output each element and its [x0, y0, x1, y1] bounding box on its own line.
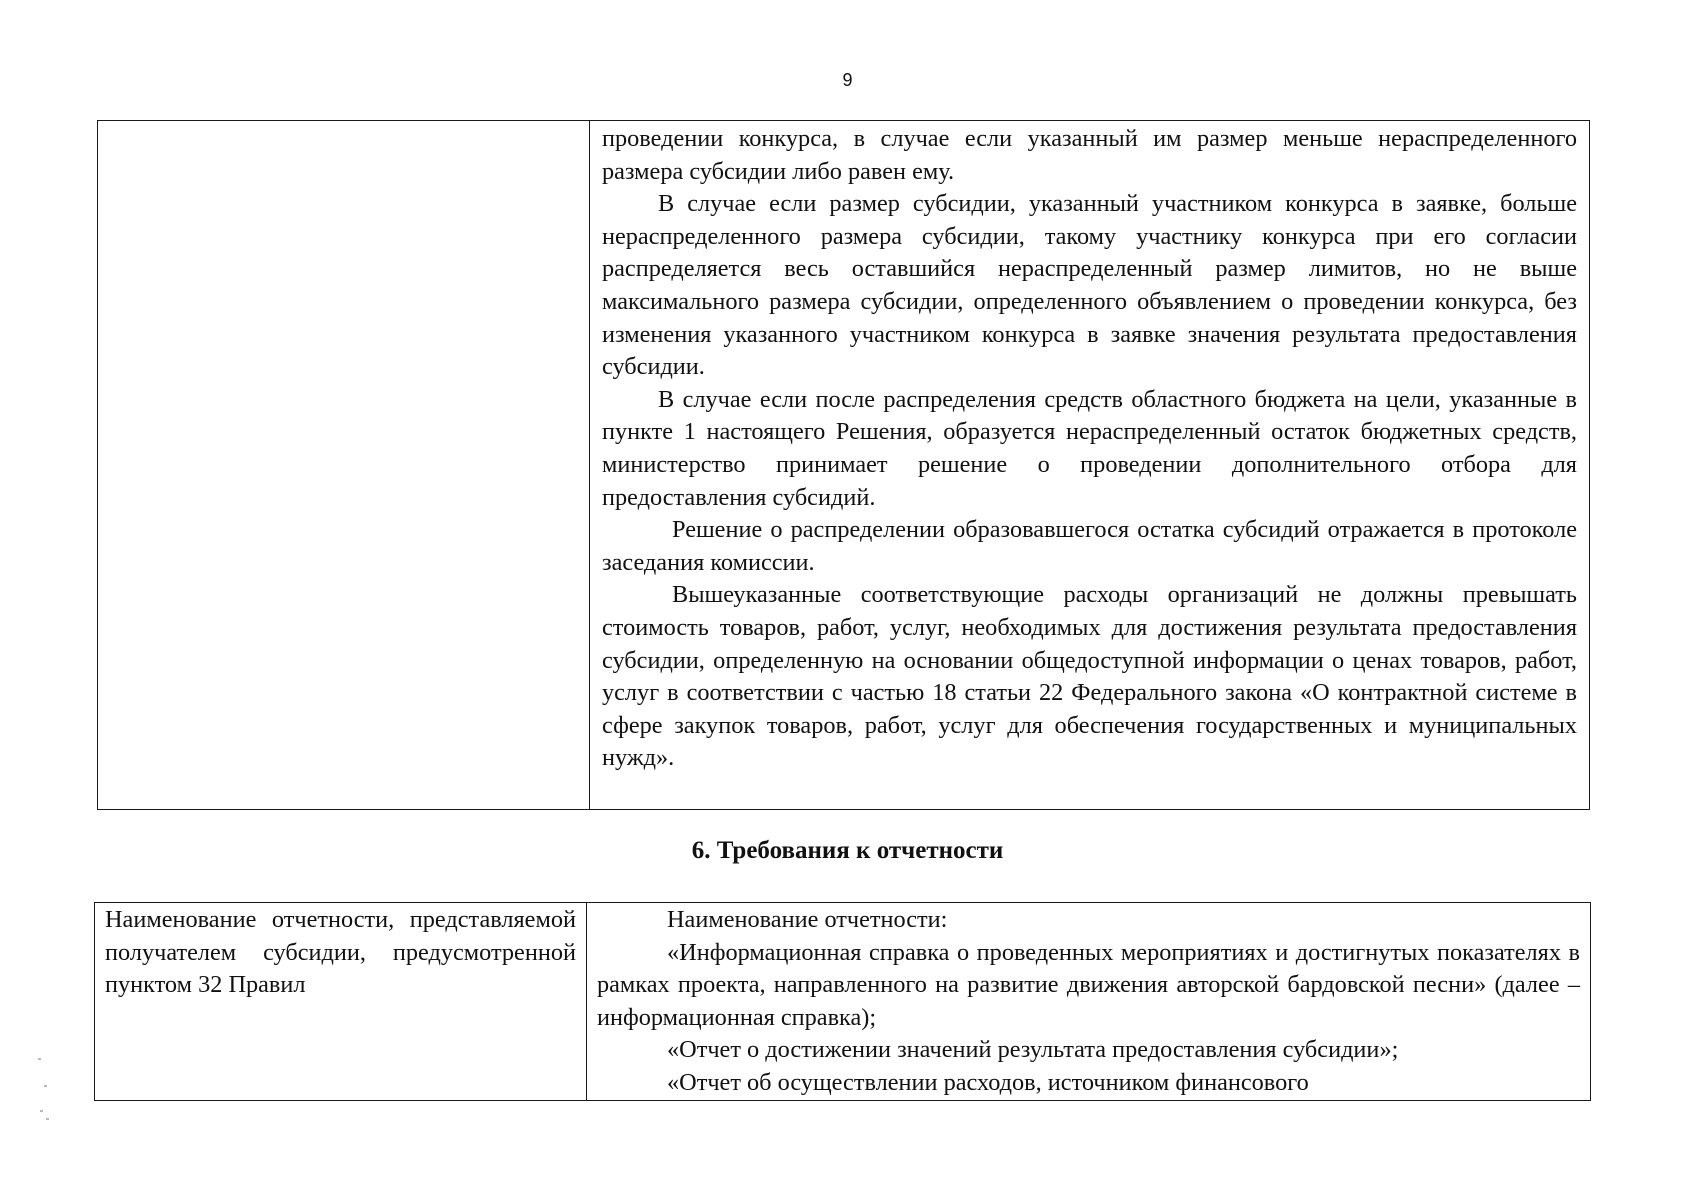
paragraph: «Информационная справка о проведенных мероприятиях и достигнутых показателях в рамках проекта, направленного на развитие движения авторской бардовской песни» (далее – информационная справка); — [597, 938, 1580, 1031]
scan-speck — [40, 1110, 43, 1112]
scan-speck — [46, 1118, 49, 1120]
table-cell-text — [587, 903, 1591, 1101]
paragraph: Решение о распределении образовавшегося остатка субсидий отражается в протоколе заседания комиссии. — [602, 516, 1577, 576]
paragraph: Наименование отчетности: — [667, 906, 948, 933]
scan-speck — [38, 1058, 41, 1060]
table-cell-text — [590, 121, 1590, 810]
paragraph: В случае если размер субсидии, указанный участником конкурса в заявке, больше нераспределенного размера субсидии, такому участнику конкурса при его согласии распределяется весь оставшийся нераспределенный размер лимитов, но не выше максимального размера субсидии, определенного объявлением о проведении конкурса, без изменения указанного участником конкурса в заявке значения результата предоставления субсидии. — [602, 190, 1577, 381]
paragraph: «Отчет об осуществлении расходов, источником финансового — [667, 1068, 1309, 1096]
table-cell-empty — [98, 121, 590, 810]
table-row — [95, 903, 1591, 1101]
table-cell-label — [95, 903, 587, 1101]
paragraph: В случае если после распределения средств областного бюджета на цели, указанные в пункте 1 настоящего Решения, образуется нераспределенный остаток бюджетных средств, министерство принимает решение о проведении дополнительного отбора для предоставления субсидий. — [602, 385, 1577, 511]
reporting-label: Наименование отчетности, представляемой получателем субсидии, предусмотренной пунктом 32 Правил — [105, 906, 576, 999]
table-row — [98, 121, 1590, 810]
paragraph: «Отчет о достижении значений результата предоставления субсидии»; — [667, 1036, 1399, 1064]
section-heading: 6. Требования к отчетности — [691, 837, 1004, 864]
paragraph: Вышеуказанные соответствующие расходы организаций не должны превышать стоимость товаров, работ, услуг, необходимых для достижения результата предоставления субсидии, определенную на основании общедоступной информации о ценах товаров, работ, услуг в соответствии с частью 18 статьи 22 Федерального закона «О контрактной системе в сфере закупок товаров, работ, услуг для обеспечения государственных и муниципальных нужд». — [602, 581, 1577, 772]
page-number: 9 — [842, 70, 853, 90]
scan-speck — [44, 1085, 47, 1087]
reporting-table — [94, 902, 1591, 1101]
paragraph: проведении конкурса, в случае если указанный им размер меньше нераспределенного размера субсидии либо равен ему. — [602, 125, 1577, 185]
top-table — [97, 120, 1590, 810]
